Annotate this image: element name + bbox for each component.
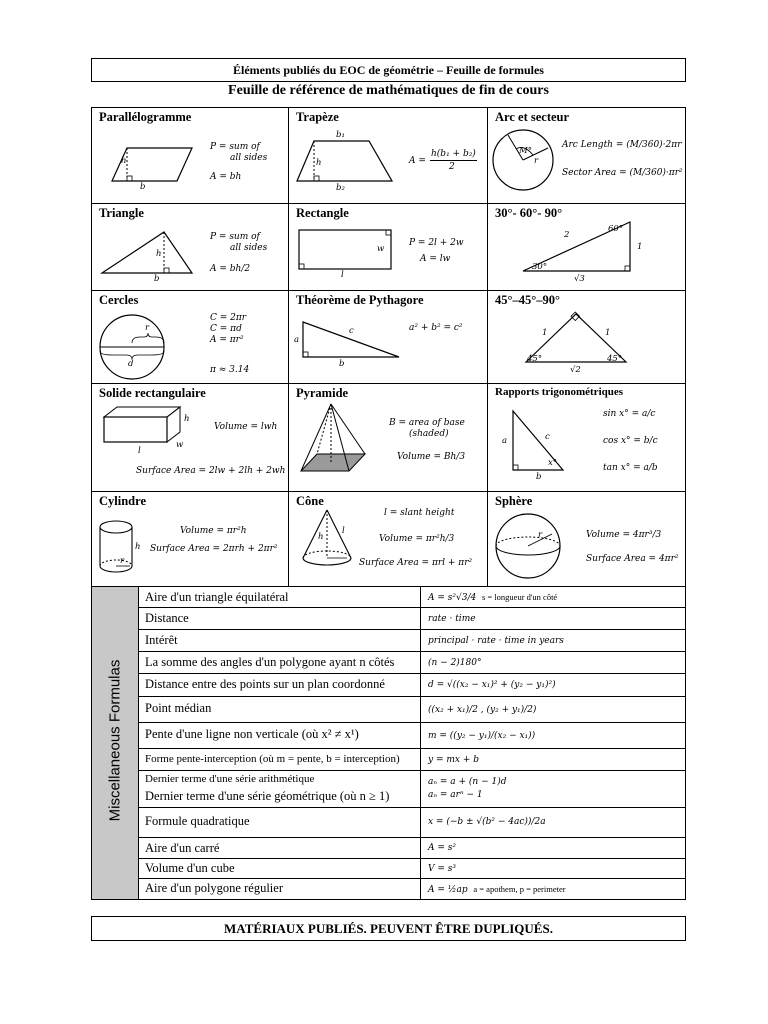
table-row <box>138 749 685 771</box>
table-row <box>138 723 685 749</box>
formula-surface-area: Surface Area = 2lw + 2lh + 2wh <box>136 466 286 476</box>
row-name: Aire d'un polygone régulier <box>145 881 283 895</box>
cell-title: Pyramide <box>296 386 349 400</box>
cell-cone <box>289 492 487 586</box>
misc-side-band <box>92 587 139 899</box>
label-b: b <box>140 182 146 192</box>
label-h: h <box>121 156 127 166</box>
table-row <box>138 608 685 630</box>
row-formula: rate · time <box>428 614 476 624</box>
cell-trapezoid <box>289 108 487 203</box>
label-r: r <box>534 156 539 166</box>
row-formula: (n − 2)180° <box>428 658 482 668</box>
row-formula: y = mx + b <box>428 755 479 765</box>
row-name: Pente d'une ligne non verticale (où x² ≠ x¹) <box>145 727 359 741</box>
formula-volume: Volume = 4πr³/3 <box>586 530 662 540</box>
formula-grid <box>91 107 686 587</box>
label-b2: b₂ <box>336 183 345 193</box>
table-row <box>138 587 685 608</box>
row-name: Volume d'un cube <box>145 861 235 875</box>
table-row <box>138 838 685 859</box>
sheet-title: Feuille de référence de mathématiques de fin de cours <box>228 83 549 98</box>
label-x: x° <box>548 458 558 468</box>
table-row <box>138 879 685 899</box>
row-name: Point médian <box>145 701 212 715</box>
label-w: w <box>176 440 184 450</box>
cell-cylinder <box>92 492 288 586</box>
row-formula: ((x₂ + x₁)/2 , (y₂ + y₁)/2) <box>428 705 537 715</box>
label-sqrt2: √2 <box>570 365 581 375</box>
table-row <box>138 674 685 697</box>
cell-title: Solide rectangulaire <box>99 386 206 400</box>
arc-sector-diagram <box>488 108 685 203</box>
row-note: s = longueur d'un côté <box>481 592 558 602</box>
formula-area: A = lw <box>420 254 451 264</box>
label-45-right: 45° <box>607 354 623 364</box>
cell-title: Rectangle <box>296 206 349 220</box>
label-d: d <box>128 359 134 369</box>
formula-denominator: 2 <box>449 162 455 172</box>
label-r: r <box>145 323 150 333</box>
cell-rectangle <box>289 204 487 290</box>
footer-banner <box>91 916 686 941</box>
formula-pi: π ≈ 3.14 <box>210 365 250 375</box>
label-a: a <box>502 436 508 446</box>
label-a: a <box>294 335 300 345</box>
row-formula: principal · rate · time in years <box>428 636 564 646</box>
formula-perimeter-2: all sides <box>230 243 268 253</box>
cell-arc-sector <box>488 108 685 203</box>
formula-volume: Volume = πr²h/3 <box>379 534 455 544</box>
label-h: h <box>318 532 324 542</box>
row-formula: d = √((x₂ − x₁)² + (y₂ − y₁)²) <box>428 680 556 690</box>
cell-title: Rapports trigonométriques <box>495 386 624 398</box>
label-b: b <box>536 472 542 482</box>
formula-cos: cos x° = b/c <box>603 436 658 446</box>
label-60: 60° <box>608 224 624 234</box>
cell-title: 45°–45°–90° <box>495 293 560 307</box>
table-row <box>138 808 685 838</box>
formula-surface-area: Surface Area = πrl + πr² <box>359 558 473 568</box>
cell-title: Théorème de Pythagore <box>296 293 424 307</box>
cell-pythagore <box>289 291 487 383</box>
cell-circles <box>92 291 288 383</box>
formula-perimeter: P = sum of <box>210 232 260 242</box>
row-name: Aire d'un triangle équilatéral <box>145 590 289 604</box>
cell-triangle <box>92 204 288 290</box>
row-formula: A = s² <box>428 843 456 853</box>
formula-numerator: h(b₁ + b₂) <box>431 149 476 159</box>
header-text: Éléments publiés du EOC de géométrie – Feuille de formules <box>233 63 544 77</box>
row-name: Distance entre des points sur un plan coordonné <box>145 677 385 691</box>
label-c: c <box>349 326 354 336</box>
table-row <box>138 771 685 808</box>
cell-rectangular-solid <box>92 384 288 491</box>
label-r: r <box>120 556 125 566</box>
row-formula: V = s³ <box>428 864 456 874</box>
cell-title: Triangle <box>99 206 144 220</box>
label-l: l <box>341 270 344 280</box>
cell-sphere <box>488 492 685 586</box>
row-name: Intérêt <box>145 633 178 647</box>
formula-volume: Volume = πr²h <box>180 526 247 536</box>
formula-sector-area: Sector Area = (M/360)·πr² <box>562 168 683 178</box>
formula-base-2: (shaded) <box>409 429 449 439</box>
formula-perimeter: P = 2l + 2w <box>409 238 464 248</box>
misc-formulas-table <box>91 586 686 900</box>
cell-title: Trapèze <box>296 110 339 124</box>
formula-perimeter-2: all sides <box>230 153 268 163</box>
row-formula-2: aₙ = arⁿ − 1 <box>428 790 483 800</box>
header-banner <box>91 58 686 82</box>
row-name: Aire d'un carré <box>145 841 220 855</box>
cell-title: Sphère <box>495 494 533 508</box>
row-formula: A = ½ap a = apothem, p = perimeter <box>428 884 566 895</box>
label-30: 30° <box>532 262 548 272</box>
label-sqrt3: √3 <box>574 274 585 284</box>
formula-volume: Volume = Bh/3 <box>397 452 466 462</box>
row-name: Forme pente-interception (où m = pente, b = interception) <box>145 753 400 765</box>
formula-area: A = πr² <box>210 335 244 345</box>
triangle-45-45-90-diagram <box>488 291 685 383</box>
formula-arc-length: Arc Length = (M/360)·2πr <box>562 140 682 150</box>
right-triangle-diagram <box>289 291 487 383</box>
table-row <box>138 652 685 674</box>
row-name-2: Dernier terme d'une série géométrique (où n ≥ 1) <box>145 789 390 803</box>
formula-area: A = bh <box>210 172 242 182</box>
row-formula: m = ((y₂ − y₁)/(x₂ − x₁)) <box>428 731 536 741</box>
row-formula: aₙ = a + (n − 1)d <box>428 777 507 787</box>
label-1-right: 1 <box>605 328 611 338</box>
label-r: r <box>538 530 543 540</box>
cell-title: Cône <box>296 494 324 508</box>
formula-area: A = bh/2 <box>210 264 251 274</box>
table-row <box>138 697 685 723</box>
row-name: Formule quadratique <box>145 814 250 828</box>
circle-diagram <box>92 291 288 383</box>
formula-tan: tan x° = a/b <box>603 463 658 473</box>
label-1-left: 1 <box>542 328 548 338</box>
misc-side-label: Miscellaneous Formulas <box>106 659 124 822</box>
label-45-left: 45° <box>527 354 543 364</box>
formula-surface-area: Surface Area = 2πrh + 2πr² <box>150 544 278 554</box>
row-name: Dernier terme d'une série arithmétique <box>145 773 315 785</box>
cell-title: Parallélogramme <box>99 110 192 124</box>
cell-title: Arc et secteur <box>495 110 570 124</box>
label-h: h <box>156 249 162 259</box>
table-row <box>138 630 685 652</box>
pyramid-diagram <box>289 384 487 491</box>
formula-prefix: A = <box>409 156 426 166</box>
cell-parallelogram <box>92 108 288 203</box>
label-2: 2 <box>564 230 570 240</box>
label-l: l <box>342 526 345 536</box>
formula-circumference-r: C = 2πr <box>210 313 247 323</box>
label-w: w <box>377 244 385 254</box>
cell-title: Cylindre <box>99 494 146 508</box>
cell-30-60-90 <box>488 204 685 290</box>
formula-circumference-d: C = πd <box>210 324 242 334</box>
cell-title: 30°- 60°- 90° <box>495 206 563 220</box>
row-formula: A = s²√3/4 s = longueur d'un côté <box>428 592 558 603</box>
label-b: b <box>339 359 345 369</box>
label-b: b <box>154 274 160 284</box>
footer-text: MATÉRIAUX PUBLIÉS. PEUVENT ÊTRE DUPLIQUÉS. <box>224 921 553 936</box>
triangle-30-60-90-diagram <box>488 204 685 290</box>
table-row <box>138 859 685 879</box>
row-name: La somme des angles d'un polygone ayant n côtés <box>145 655 395 669</box>
formula-pythagore: a² + b² = c² <box>409 323 463 333</box>
cell-pyramid <box>289 384 487 491</box>
label-c: c <box>545 432 550 442</box>
formula-surface-area: Surface Area = 4πr² <box>586 554 679 564</box>
label-1: 1 <box>637 242 643 252</box>
label-b1: b₁ <box>336 130 345 140</box>
row-name: Distance <box>145 611 189 625</box>
cell-trig-ratios <box>488 384 685 491</box>
label-h: h <box>184 414 190 424</box>
formula-slant-height: l = slant height <box>384 508 455 518</box>
formula-perimeter: P = sum of <box>210 142 260 152</box>
label-m: M° <box>519 146 532 156</box>
cell-title: Cercles <box>99 293 139 307</box>
label-h: h <box>316 158 322 168</box>
cylinder-diagram <box>92 492 288 586</box>
row-note: a = apothem, p = perimeter <box>473 884 566 894</box>
label-l: l <box>138 446 141 456</box>
formula-base: B = area of base <box>389 418 465 428</box>
label-h: h <box>135 542 141 552</box>
formula-volume: Volume = lwh <box>214 422 278 432</box>
formula-sin: sin x° = a/c <box>603 409 656 419</box>
row-formula: x = (−b ± √(b² − 4ac))/2a <box>428 817 546 827</box>
cell-45-45-90 <box>488 291 685 383</box>
